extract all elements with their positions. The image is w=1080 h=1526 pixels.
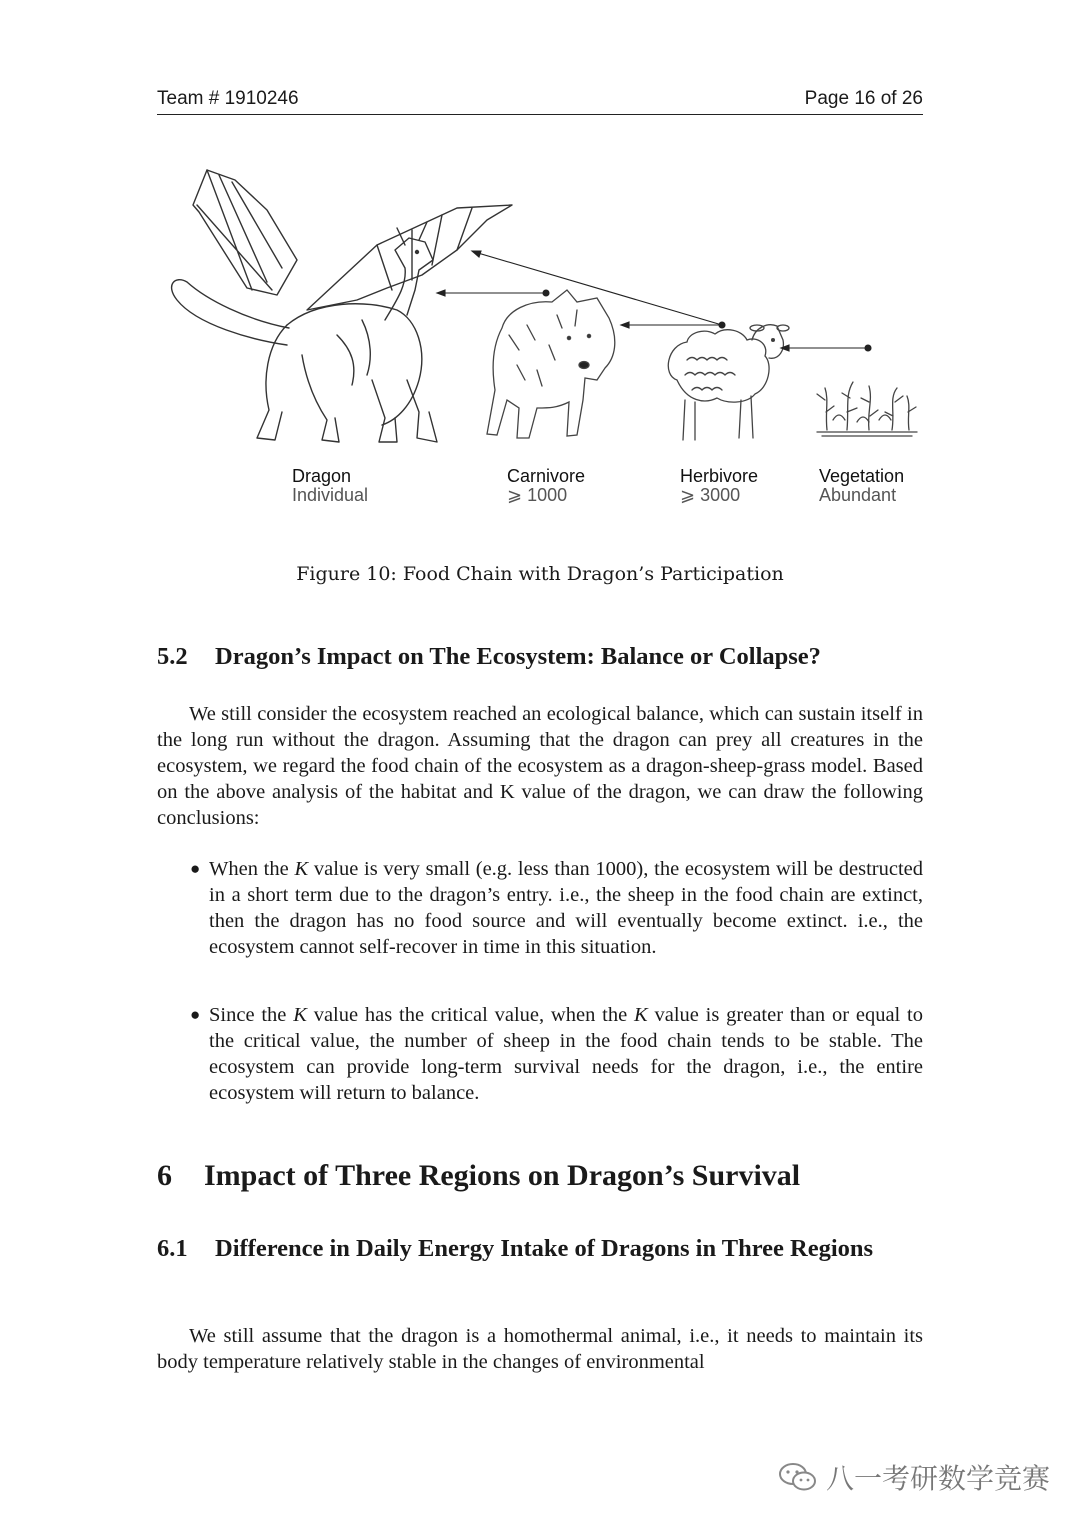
section-number: 6	[157, 1159, 172, 1192]
node-herbivore-label	[680, 467, 758, 505]
figure-caption: Figure 10: Food Chain with Dragon’s Participation	[296, 563, 784, 585]
section-number: 6.1	[157, 1235, 188, 1262]
section-number: 5.2	[157, 643, 188, 670]
page-number: Page 16 of 26	[804, 88, 923, 109]
dragon-illustration	[172, 170, 512, 442]
node-subtitle: ⩾ 3000	[680, 485, 741, 505]
watermark-text: 八一考研数学竞赛	[826, 1462, 1051, 1495]
node-title: Carnivore	[507, 466, 586, 486]
paragraph-5-2: We still consider the ecosystem reached an ecological balance, which can sustain itself in the long run without the dragon. Assuming that the dragon can prey all creatures in the ecosystem, we regard the food chain of the ecosystem as a dragon-sheep-grass model. Based on the above analysis of the habitat and K value of the dragon, we can draw the following conclusions:	[157, 703, 923, 829]
bullet-dot-icon: ●	[190, 859, 201, 878]
node-title: Herbivore	[680, 466, 759, 486]
arrow-herbivore-to-dragon	[478, 253, 722, 325]
node-title: Vegetation	[819, 466, 905, 486]
paragraph-6-1: We still assume that the dragon is a homothermal animal, i.e., it needs to maintain its body temperature relatively stable in the changes of environmental	[157, 1325, 923, 1373]
node-subtitle: Abundant	[819, 485, 897, 505]
node-vegetation-label	[819, 467, 904, 505]
node-subtitle: ⩾ 1000	[507, 485, 568, 505]
section-title: Impact of Three Regions on Dragon’s Survival	[204, 1159, 801, 1192]
sheep-illustration	[668, 325, 789, 440]
node-dragon-label	[292, 467, 368, 505]
node-carnivore-label	[507, 467, 585, 505]
section-title: Dragon’s Impact on The Ecosystem: Balance or Collapse?	[215, 643, 821, 670]
wechat-icon	[778, 1461, 818, 1500]
food-chain-figure	[157, 150, 923, 520]
bullet-item	[157, 856, 923, 960]
node-subtitle: Individual	[292, 485, 369, 505]
page-header	[157, 88, 923, 115]
food-chain-illustration	[157, 150, 923, 520]
bullet-text: When the K value is very small (e.g. less than 1000), the ecosystem will be destructed in a short term due to the dragon’s entry. i.e., the sheep in the food chain are extinct, then the dragon has no food source and will eventually become extinct. i.e., the ecosystem cannot self-recover in time in this situation.	[209, 858, 923, 958]
bullet-text: Since the K value has the critical value, when the K value is greater than or equal to the critical value, the number of sheep in the food chain tends to be stable. The ecosystem can provide long-term survival needs for the dragon, i.e., the entire ecosystem will return to balance.	[209, 1004, 923, 1104]
node-title: Dragon	[292, 466, 352, 486]
bullet-item	[157, 1002, 923, 1106]
grass-illustration	[817, 382, 917, 436]
wolf-illustration	[487, 290, 615, 438]
bullet-dot-icon: ●	[190, 1005, 201, 1024]
team-number: Team # 1910246	[157, 88, 299, 109]
section-title: Difference in Daily Energy Intake of Dragons in Three Regions	[215, 1235, 874, 1262]
